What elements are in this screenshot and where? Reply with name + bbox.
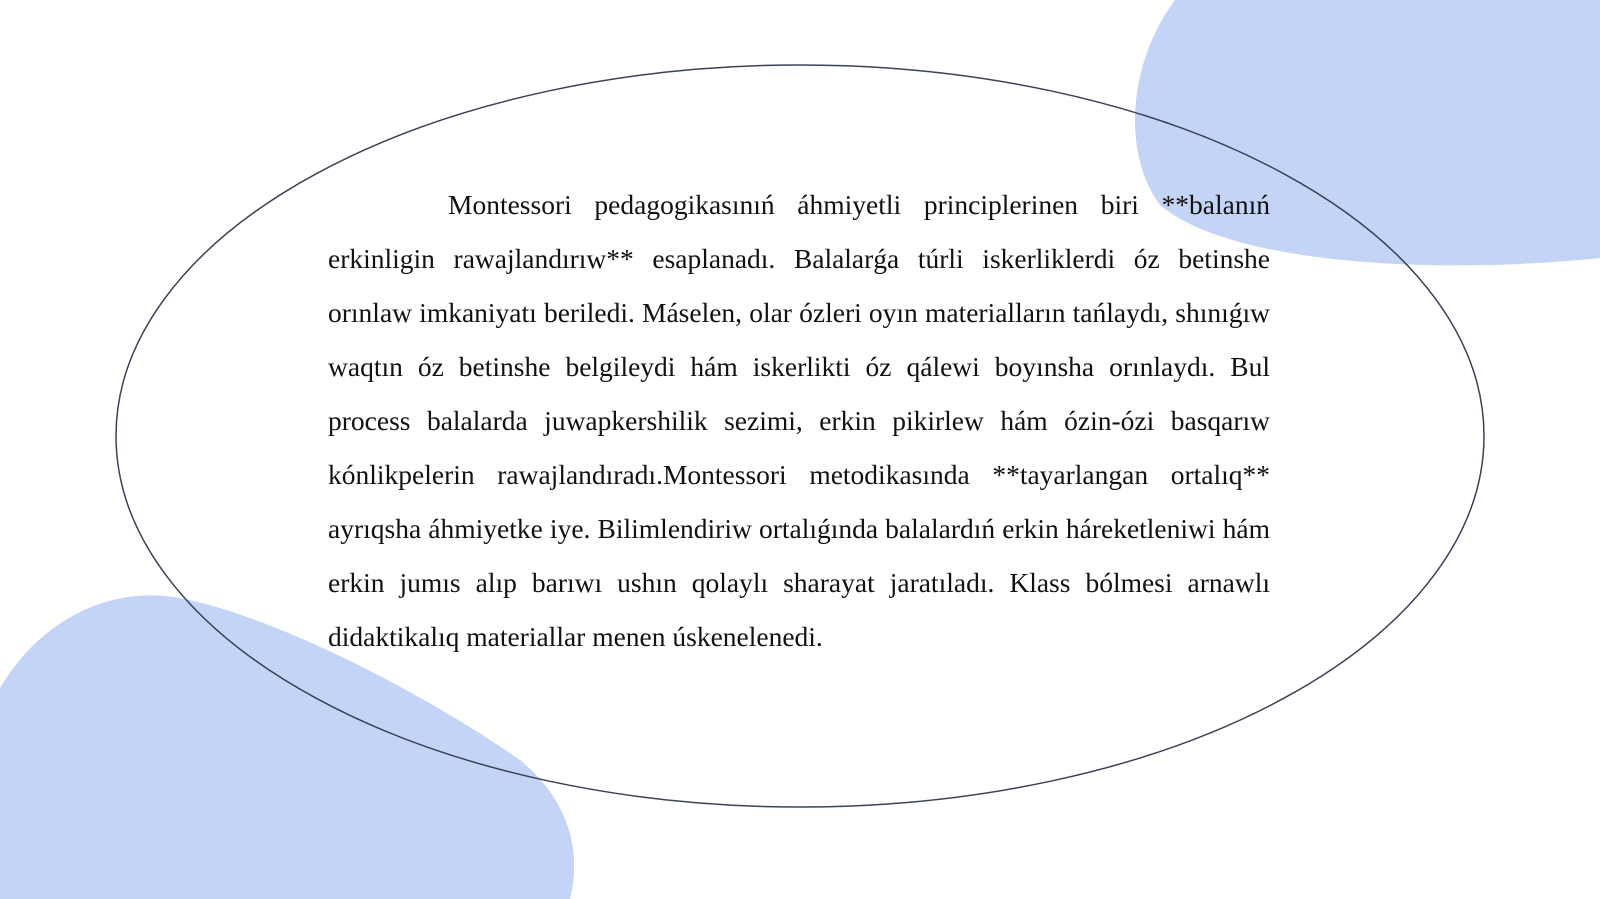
- body-paragraph: Montessori pedagogikasınıń áhmiyetli principlerinen biri **balanıń erkinligin rawajlandırıw** esaplanadı. Balalarǵa túrli iskerliklerdi óz betinshe orınlaw imkaniyatı beriledi. Máselen, olar ózleri oyın materialların tańlaydı, shınıǵıw waqtın óz betinshe belgileydi hám iskerlikti óz qálewi boyınsha orınlaydı. Bul process balalarda juwapkershilik sezimi, erkin pikirlew hám ózin-ózi basqarıw kónlikpelerin rawajlandıradı.Montessori metodikasında **tayarlangan ortalıq** ayrıqsha áhmiyetke iye. Bilimlendiriw ortalıǵında balalardıń erkin háreketleniwi hám erkin jumıs alıp barıwı ushın qolaylı sharayat jaratıladı. Klass bólmesi arnawlı didaktikalıq materiallar menen úskenelenedi.: [328, 189, 1270, 652]
